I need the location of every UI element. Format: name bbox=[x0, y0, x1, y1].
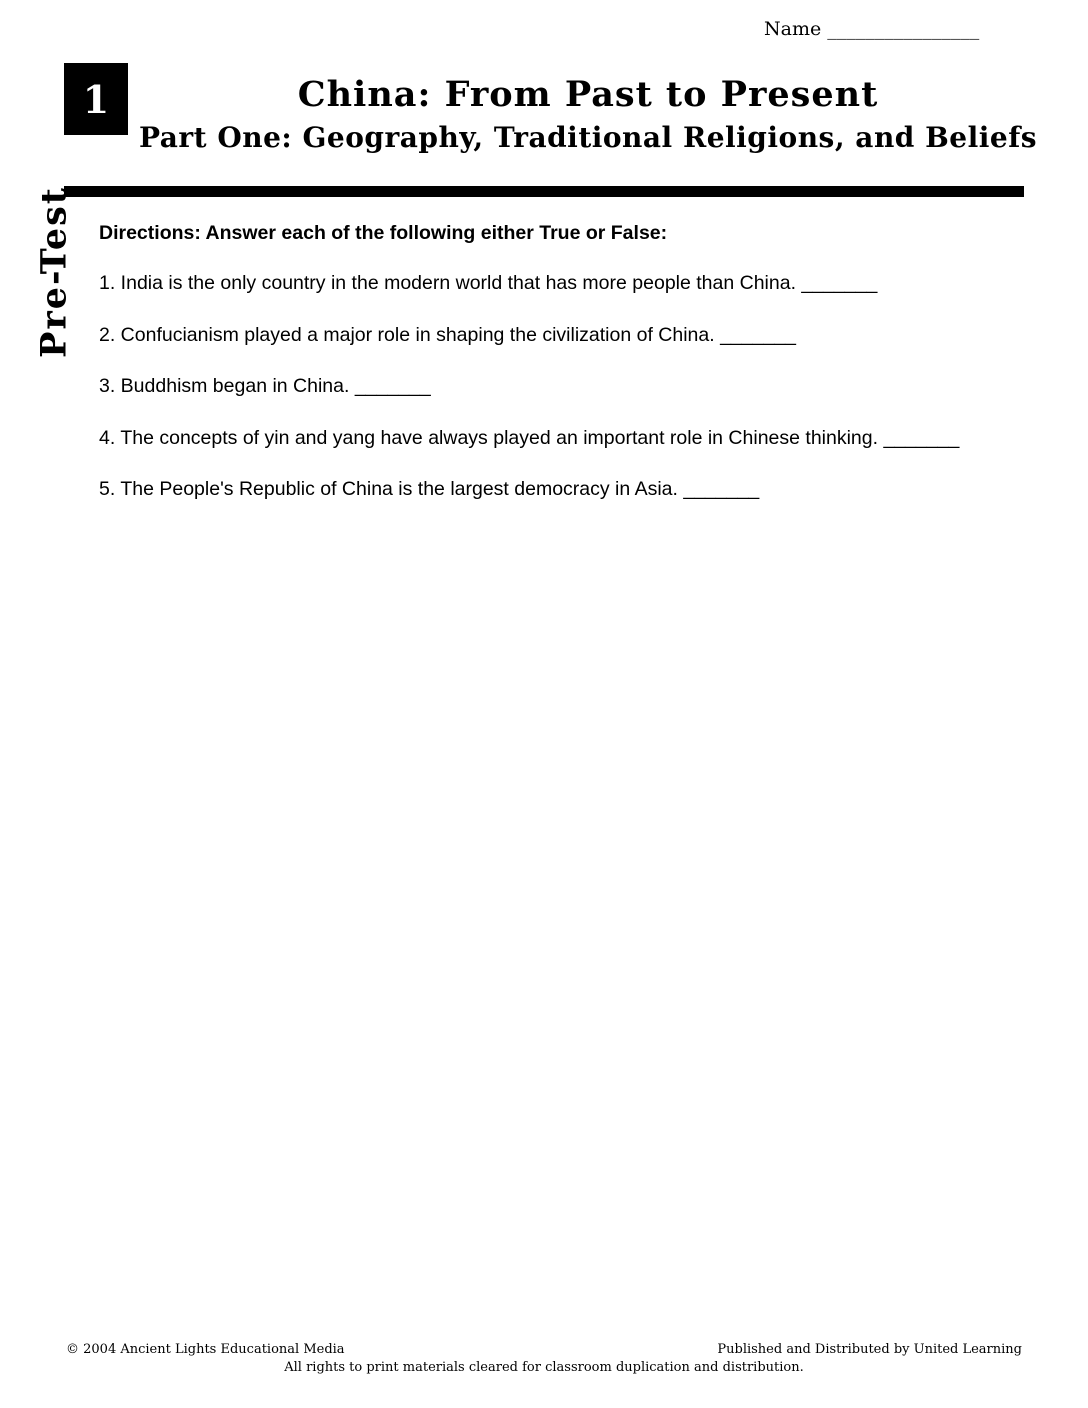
header-divider bbox=[64, 186, 1024, 197]
question-item: 2. Confucianism played a major role in shaping the civilization of China. _______ bbox=[99, 323, 796, 346]
question-item: 4. The concepts of yin and yang have always played an important role in Chinese thinking. _______ bbox=[99, 426, 960, 449]
question-item: 1. India is the only country in the modern world that has more people than China. _______ bbox=[99, 272, 878, 294]
directions-text: Directions: Answer each of the following either True or False: bbox=[99, 222, 668, 244]
side-label-pretest: Pre-Test bbox=[33, 186, 75, 358]
page-subtitle: Part One: Geography, Traditional Religions, and Beliefs bbox=[138, 121, 1038, 154]
question-item: 5. The People's Republic of China is the largest democracy in Asia. _______ bbox=[99, 478, 760, 500]
footer-publisher: Published and Distributed by United Learning bbox=[717, 1342, 1022, 1357]
footer-rights: All rights to print materials cleared for classroom duplication and distribution. bbox=[284, 1360, 804, 1375]
unit-number-badge: 1 bbox=[64, 63, 128, 135]
question-list bbox=[99, 270, 959, 528]
page-title: China: From Past to Present bbox=[297, 74, 879, 115]
name-field: Name ________________ bbox=[764, 18, 980, 40]
footer-copyright: © 2004 Ancient Lights Educational Media bbox=[66, 1342, 345, 1357]
question-item: 3. Buddhism began in China. _______ bbox=[99, 375, 431, 397]
